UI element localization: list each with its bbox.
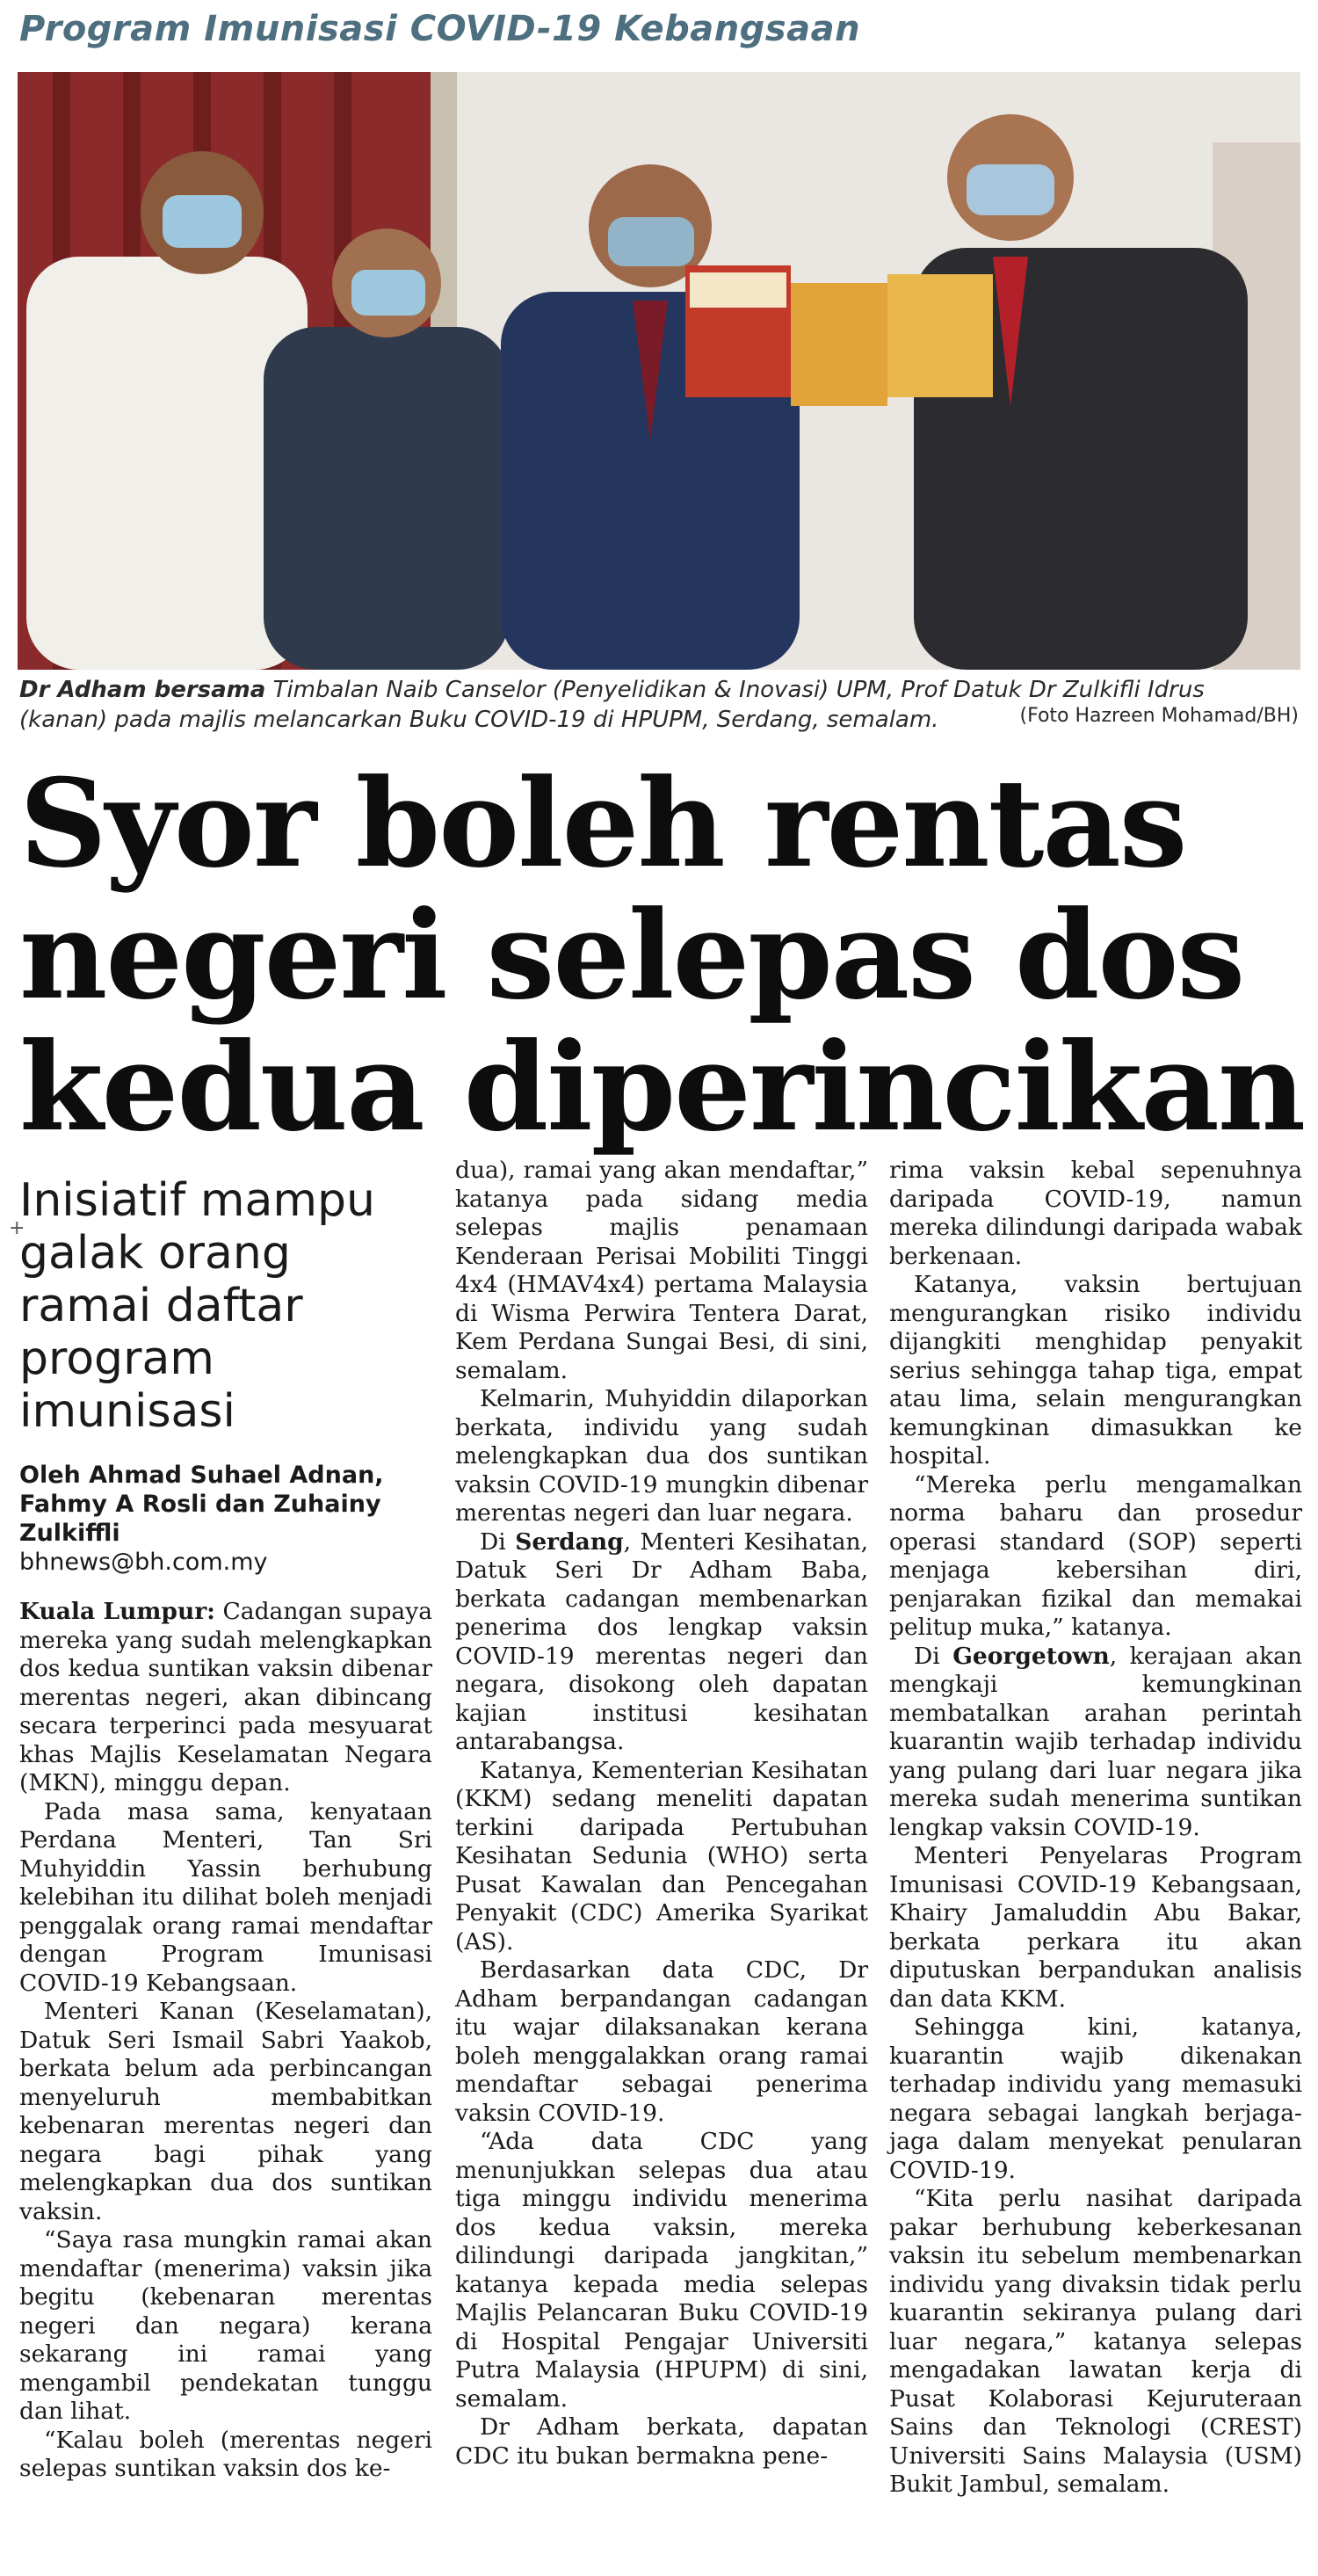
headline-line-3: kedua diperincikan (19, 1015, 1305, 1158)
article-column-3 (889, 1157, 1302, 2500)
article-column-2 (455, 1157, 868, 2471)
headline-line-2: negeri selepas dos (19, 883, 1244, 1027)
dateline: Kuala Lumpur: (19, 1598, 215, 1625)
place-name: Serdang (515, 1527, 624, 1556)
caption-lead: Dr Adham bersama (19, 677, 266, 703)
article-deck: Inisiatif mampu galak orang ramai daftar program imunisasi (19, 1174, 375, 1438)
paragraph: Di Georgetown, kerajaan akan mengkaji kemungkinan membatalkan arahan perintah kuarantin wajib terhadap individu yang pulang dari luar negara jika mereka sudah menerima suntikan lengkap vaksin COVID-19. (889, 1642, 1302, 1841)
paragraph: Katanya, vaksin bertujuan mengurangkan risiko individu dijangkiti menghidap penyakit serius sehingga tahap tiga, empat atau lima, selain mengurangkan kemungkinan dimasukkan ke hospital. (889, 1271, 1302, 1469)
place-name: Georgetown (952, 1642, 1110, 1670)
news-photo (18, 72, 1300, 670)
paragraph: Kelmarin, Muhyiddin dilaporkan berkata, individu yang sudah melengkapkan dua dos suntikan vaksin COVID-19 mungkin dibenar merentas negeri dan luar negara. (455, 1385, 868, 1527)
author-email: bhnews@bh.com.my (19, 1549, 268, 1576)
paragraph: Menteri Penyelaras Program Imunisasi COVID-19 Kebangsaan, Khairy Jamaluddin Abu Bakar, berkata perkara itu akan diputuskan berpandukan analisis dan data KKM. (889, 1842, 1302, 2013)
paragraph: “Saya rasa mungkin ramai akan mendaftar (menerima) vaksin jika begitu (kebenaran merentas negeri dan negara) kerana sekarang ini ramai yang mengambil pendekatan tunggu dan lihat. (19, 2226, 432, 2425)
photo-credit: (Foto Hazreen Mohamad/BH) (1019, 705, 1299, 727)
paragraph: “Mereka perlu mengamalkan norma baharu dan prosedur operasi standard (SOP) seperti menjaga kebersihan diri, penjarakan fizikal dan memakai pelitup muka,” katanya. (889, 1470, 1302, 1641)
paragraph: Pada masa sama, kenyataan Perdana Menteri, Tan Sri Muhyiddin Yassin berhubung kelebihan itu dilihat boleh menjadi penggalak orang ramai mendaftar dengan Program Imunisasi COVID-19 Kebangsaan. (19, 1797, 432, 1997)
paragraph: Di Serdang, Menteri Kesihatan, Datuk Seri Dr Adham Baba, berkata cadangan membenarkan penerima dos lengkap vaksin COVID-19 merentas negeri dan negara, disokong oleh dapatan kajian institusi kesihatan antarabangsa. (455, 1527, 868, 1755)
caption-text: Timbalan Naib Canselor (Penyelidikan & Inovasi) UPM, Prof Datuk Dr Zulkifli Idrus (kanan) pada majlis melancarkan Buku COVID-19 di HPUPM, Serdang, semalam. (19, 677, 1205, 733)
paragraph: “Kalau boleh (merentas negeri selepas suntikan vaksin dos ke- (19, 2426, 432, 2482)
headline (19, 751, 1305, 1158)
paragraph: Sehingga kini, katanya, kuarantin wajib dikenakan terhadap individu yang memasuki negara sebagai langkah berjaga-jaga dalam menyekat penularan COVID-19. (889, 2014, 1302, 2184)
photo-illustration (18, 72, 1300, 670)
paragraph: Berdasarkan data CDC, Dr Adham berpandangan cadangan itu wajar dilaksanakan kerana boleh menggalakkan orang ramai mendaftar sebagai penerima vaksin COVID-19. (455, 1956, 868, 2127)
byline: Oleh Ahmad Suhael Adnan, Fahmy A Rosli dan Zuhainy Zulkiffli (19, 1462, 384, 1547)
paragraph: Katanya, Kementerian Kesihatan (KKM) sedang meneliti dapatan terkini daripada Pertubuhan Kesihatan Sedunia (WHO) serta Pusat Kawalan dan Pencegahan Penyakit (CDC) Amerika Syarikat (AS). (455, 1756, 868, 1956)
paragraph: “Ada data CDC yang menunjukkan selepas dua atau tiga minggu individu menerima dos kedua vaksin, mereka dilindungi daripada jangkitan,” katanya kepada media selepas Majlis Pelancaran Buku COVID-19 di Hospital Pengajar Universiti Putra Malaysia (HPUPM) di sini, semalam. (455, 2128, 868, 2413)
article-column-1 (19, 1160, 432, 2484)
paragraph: Kuala Lumpur: Cadangan supaya mereka yang sudah melengkapkan dos kedua suntikan vaksin dibenar merentas negeri, akan dibincang secara terperinci pada mesyuarat khas Majlis Keselamatan Negara (MKN), minggu depan. (19, 1598, 432, 1796)
section-label: Program Imunisasi COVID-19 Kebangsaan (19, 9, 861, 49)
paragraph: “Kita perlu nasihat daripada pakar berhubung keberkesanan vaksin itu sebelum membenarkan individu yang divaksin tidak perlu kuarantin sekiranya pulang dari luar negara,” katanya selepas mengadakan lawatan kerja di Pusat Kolaborasi Kejuruteraan Sains dan Teknologi (CREST) Universiti Sains Malaysia (USM) Bukit Jambul, semalam. (889, 2185, 1302, 2498)
paragraph: Dr Adham berkata, dapatan CDC itu bukan bermakna pene- (455, 2413, 868, 2470)
paragraph: rima vaksin kebal sepenuhnya daripada COVID-19, namun mereka dilindungi daripada wabak berkenaan. (889, 1157, 1302, 1270)
headline-line-1: Syor boleh rentas (19, 751, 1186, 895)
paragraph: Menteri Kanan (Keselamatan), Datuk Seri Ismail Sabri Yaakob, berkata belum ada perbincangan menyeluruh membabitkan kebenaran merentas negeri dan negara bagi pihak yang melengkapkan dua dos suntikan vaksin. (19, 1998, 432, 2225)
plus-icon: + (9, 1217, 25, 1239)
paragraph: dua), ramai yang akan mendaftar,” katanya pada sidang media selepas majlis penamaan Kenderaan Perisai Mobiliti Tinggi 4x4 (HMAV4x4) pertama Malaysia di Wisma Perwira Tentera Darat, Kem Perdana Sungai Besi, di sini, semalam. (455, 1157, 868, 1384)
